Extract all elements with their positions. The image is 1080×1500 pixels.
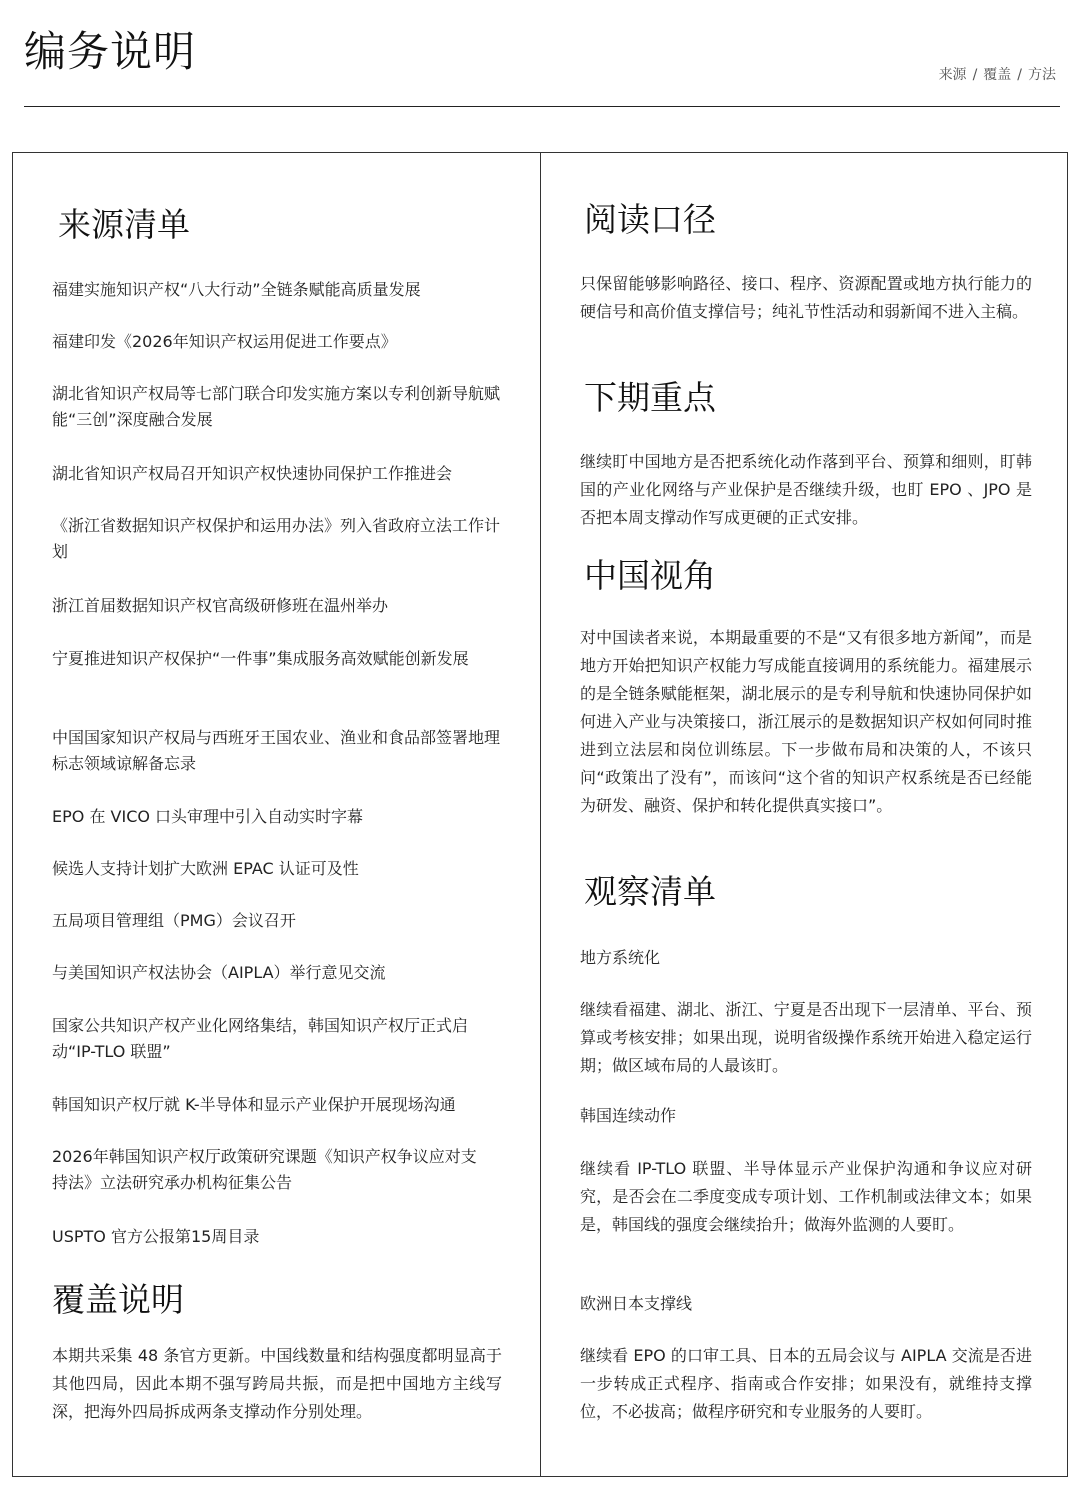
source-item: 福建实施知识产权“八大行动”全链条赋能高质量发展 xyxy=(52,280,421,299)
reading-text: 只保留能够影响路径、接口、程序、资源配置或地方执行能力的硬信号和高价值支撑信号；纯礼节性活动和弱新闻不进入主稿。 xyxy=(580,274,1032,321)
watch-item-text: 继续看 EPO 的口审工具、日本的五局会议与 AIPLA 交流是否进一步转成正式程序、指南或合作安排；如果没有，就维持支撑位，不必拔高；做程序研究和专业服务的人要盯。 xyxy=(580,1346,1032,1421)
source-item: USPTO 官方公报第15周目录 xyxy=(52,1227,260,1246)
sources-heading: 来源清单 xyxy=(58,205,190,244)
watch-heading: 观察清单 xyxy=(584,872,716,911)
source-item: 中国国家知识产权局与西班牙王国农业、渔业和食品部签署地理标志领域谅解备忘录 xyxy=(52,728,501,773)
source-item: 福建印发《2026年知识产权运用促进工作要点》 xyxy=(52,332,397,351)
breadcrumb-item-method[interactable]: 方法 xyxy=(1028,67,1056,83)
source-item: 湖北省知识产权局等七部门联合印发实施方案以专利创新导航赋能“三创”深度融合发展 xyxy=(52,384,501,429)
breadcrumb xyxy=(939,66,1056,84)
breadcrumb-item-coverage[interactable]: 覆盖 xyxy=(983,67,1012,83)
source-item: 浙江首届数据知识产权官高级研修班在温州举办 xyxy=(52,596,389,615)
next-heading: 下期重点 xyxy=(584,378,716,417)
watch-item-title: 韩国连续动作 xyxy=(580,1106,677,1125)
next-text: 继续盯中国地方是否把系统化动作落到平台、预算和细则，盯韩国的产业化网络与产业保护是否继续升级，也盯 EPO 、JPO 是否把本周支撑动作写成更硬的正式安排。 xyxy=(580,452,1032,527)
source-item: 候选人支持计划扩大欧洲 EPAC 认证可及性 xyxy=(52,859,359,878)
source-item: 韩国知识产权厅就 K-半导体和显示产业保护开展现场沟通 xyxy=(52,1095,456,1114)
column-divider xyxy=(540,152,541,1477)
watch-item-title: 欧洲日本支撑线 xyxy=(580,1294,693,1313)
page-title: 编务说明 xyxy=(24,27,197,76)
source-item: 《浙江省数据知识产权保护和运用办法》列入省政府立法工作计划 xyxy=(52,516,501,561)
reading-heading: 阅读口径 xyxy=(584,200,716,239)
watch-item-title: 地方系统化 xyxy=(580,948,661,967)
source-item: 湖北省知识产权局召开知识产权快速协同保护工作推进会 xyxy=(52,464,453,483)
china-text: 对中国读者来说，本期最重要的不是“又有很多地方新闻”，而是地方开始把知识产权能力写成能直接调用的系统能力。福建展示的是全链条赋能框架，湖北展示的是专利导航和快速协同保护如何进入产业与决策接口，浙江展示的是数据知识产权如何同时推进到立法层和岗位训练层。下一步做布局和决策的人，不该只问“政策出了没有”，而该问“这个省的知识产权系统是否已经能为研发、融资、保护和转化提供真实接口”。 xyxy=(580,628,1032,815)
source-item: 宁夏推进知识产权保护“一件事”集成服务高效赋能创新发展 xyxy=(52,649,469,668)
source-item: EPO 在 VICO 口头审理中引入自动实时字幕 xyxy=(52,807,364,826)
watch-item-text: 继续看 IP-TLO 联盟、半导体显示产业保护沟通和争议应对研究，是否会在二季度变成专项计划、工作机制或法律文本；如果是，韩国线的强度会继续抬升；做海外监测的人要盯。 xyxy=(580,1159,1032,1234)
source-item: 国家公共知识产权产业化网络集结，韩国知识产权厅正式启动“IP-TLO 联盟” xyxy=(52,1016,469,1061)
breadcrumb-item-source[interactable]: 来源 xyxy=(938,67,967,83)
breadcrumb-separator: / xyxy=(972,67,978,83)
source-item: 五局项目管理组（PMG）会议召开 xyxy=(52,911,296,930)
china-heading: 中国视角 xyxy=(584,556,716,595)
watch-item-text: 继续看福建、湖北、浙江、宁夏是否出现下一层清单、平台、预算或考核安排；如果出现，说明省级操作系统开始进入稳定运行期；做区域布局的人最该盯。 xyxy=(580,1000,1032,1075)
coverage-text: 本期共采集 48 条官方更新。中国线数量和结构强度都明显高于其他四局，因此本期不强写跨局共振，而是把中国地方主线写深，把海外四局拆成两条支撑动作分别处理。 xyxy=(52,1346,502,1421)
header-divider xyxy=(24,106,1060,107)
source-item: 与美国知识产权法协会（AIPLA）举行意见交流 xyxy=(52,963,386,982)
source-item: 2026年韩国知识产权厅政策研究课题《知识产权争议应对支持法》立法研究承办机构征集公告 xyxy=(52,1147,477,1192)
coverage-heading: 覆盖说明 xyxy=(52,1280,184,1319)
breadcrumb-separator: / xyxy=(1017,67,1022,83)
